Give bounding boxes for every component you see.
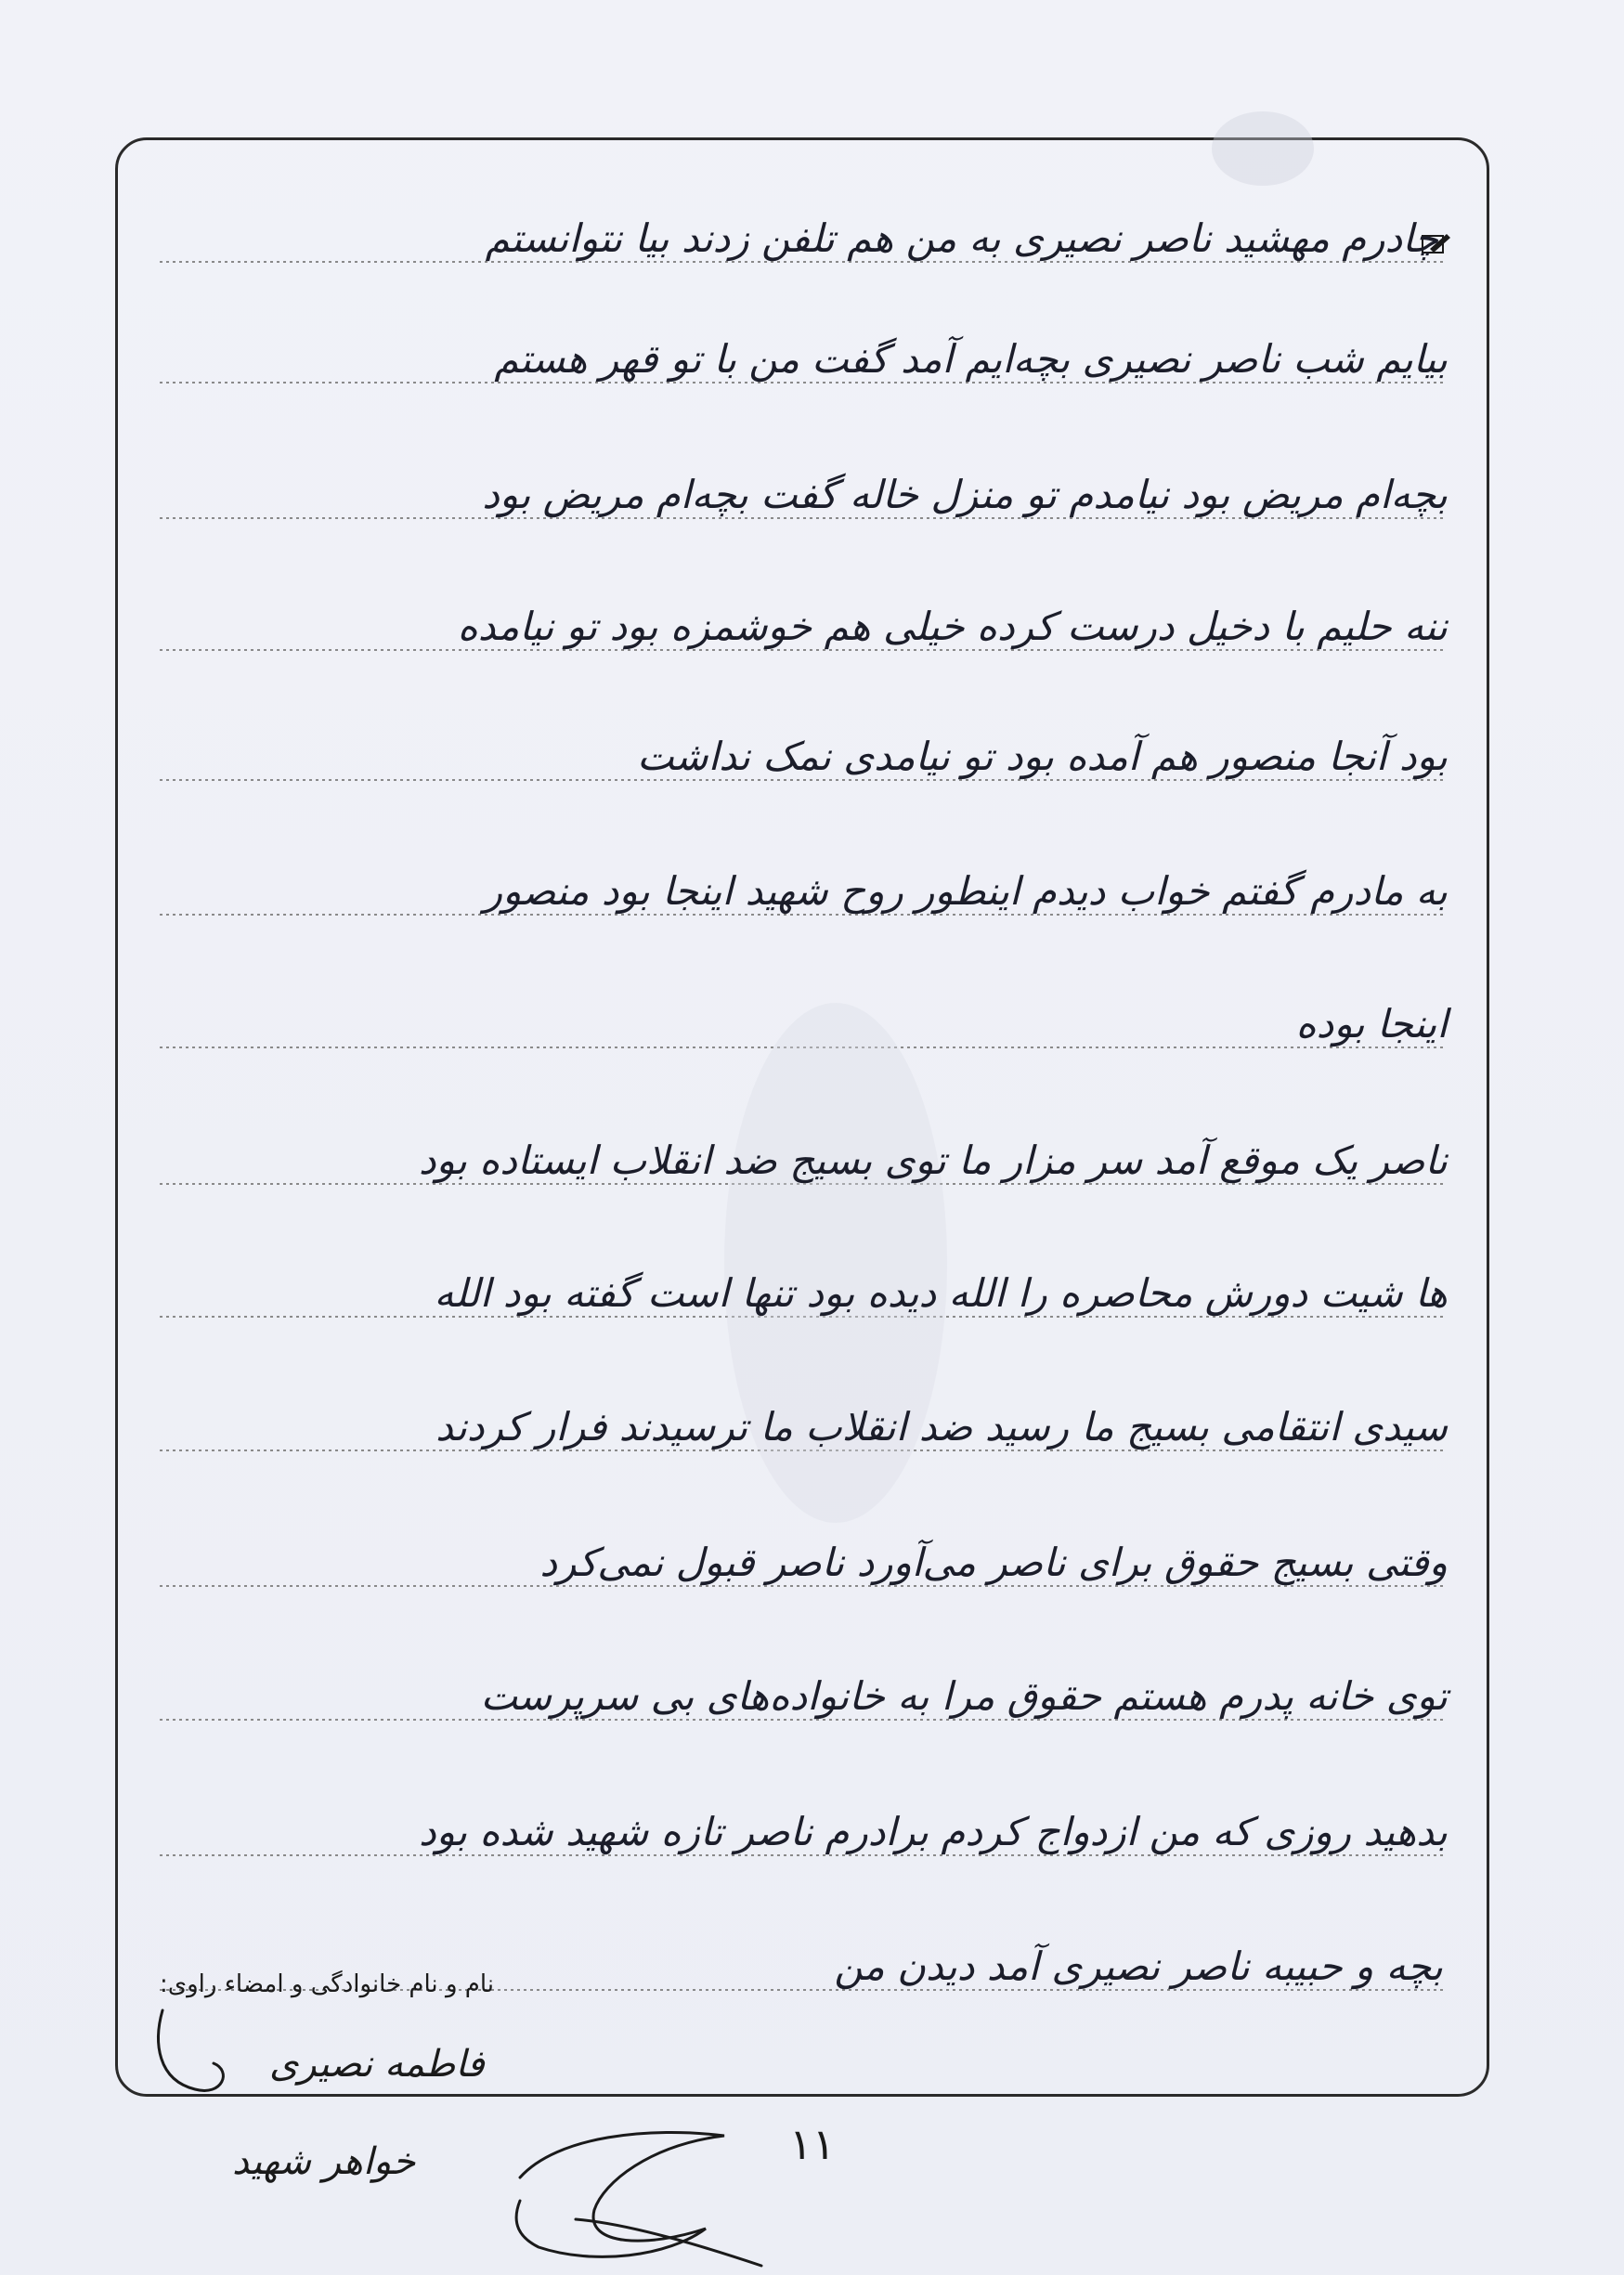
handwritten-line-12: توی خانه پدرم هستم حقوق مرا به خانواده‌های بی سرپرست bbox=[480, 1673, 1448, 1719]
narrator-signature: فاطمه نصیری bbox=[269, 2043, 485, 2086]
handwritten-line-13: بدهید روزی که من ازدواج کردم برادرم ناصر تازه شهید شده بود bbox=[419, 1809, 1448, 1854]
handwritten-line-6: به مادرم گفتم خواب دیدم اینطور روح شهید اینجا بود منصور bbox=[483, 868, 1448, 914]
handwritten-line-3: بچه‌ام مریض بود نیامدم تو منزل خاله گفت بچه‌ام مریض بود bbox=[482, 472, 1448, 517]
handwritten-line-5: بود آنجا منصور هم آمده بود تو نیامدی نمک نداشت bbox=[637, 734, 1448, 779]
handwritten-line-7: اینجا بوده bbox=[1295, 1001, 1448, 1046]
handwritten-line-11: وقتی بسیج حقوق برای ناصر می‌آورد ناصر قبول نمی‌کرد bbox=[539, 1540, 1448, 1585]
handwritten-line-8: ناصر یک موقع آمد سر مزار ما توی بسیج ضد انقلاب ایستاده بود bbox=[418, 1138, 1448, 1183]
handwritten-line-4: ننه حلیم با دخیل درست کرده خیلی هم خوشمزه بود تو نیامده bbox=[457, 604, 1448, 649]
handwritten-line-14: بچه و حبیبه ناصر نصیری آمد دیدن من bbox=[834, 1944, 1443, 1989]
page-border-frame bbox=[115, 137, 1489, 2097]
handwritten-line-10: سیدی انتقامی بسیج ما رسید ضد انقلاب ما ترسیدند فرار کردند bbox=[435, 1404, 1448, 1450]
narrator-signature-label: نام و نام خانوادگی و امضاء راوی: bbox=[160, 1970, 495, 1998]
handwritten-line-2: بیایم شب ناصر نصیری بچه‌ایم آمد گفت من با تو قهر هستم bbox=[494, 336, 1448, 382]
handwritten-line-9: ها شیت دورش محاصره را الله دیده بود تنها است گفته بود الله bbox=[434, 1270, 1448, 1316]
signature-stroke bbox=[516, 2132, 724, 2256]
signature-stroke bbox=[576, 2219, 761, 2266]
page-number: ۱۱ bbox=[789, 2119, 836, 2169]
handwritten-line-1: چادرم مهشید ناصر نصیری به من هم تلفن زدند بیا نتوانستم bbox=[485, 215, 1438, 261]
relation-note: خواهر شهید bbox=[232, 2140, 416, 2183]
